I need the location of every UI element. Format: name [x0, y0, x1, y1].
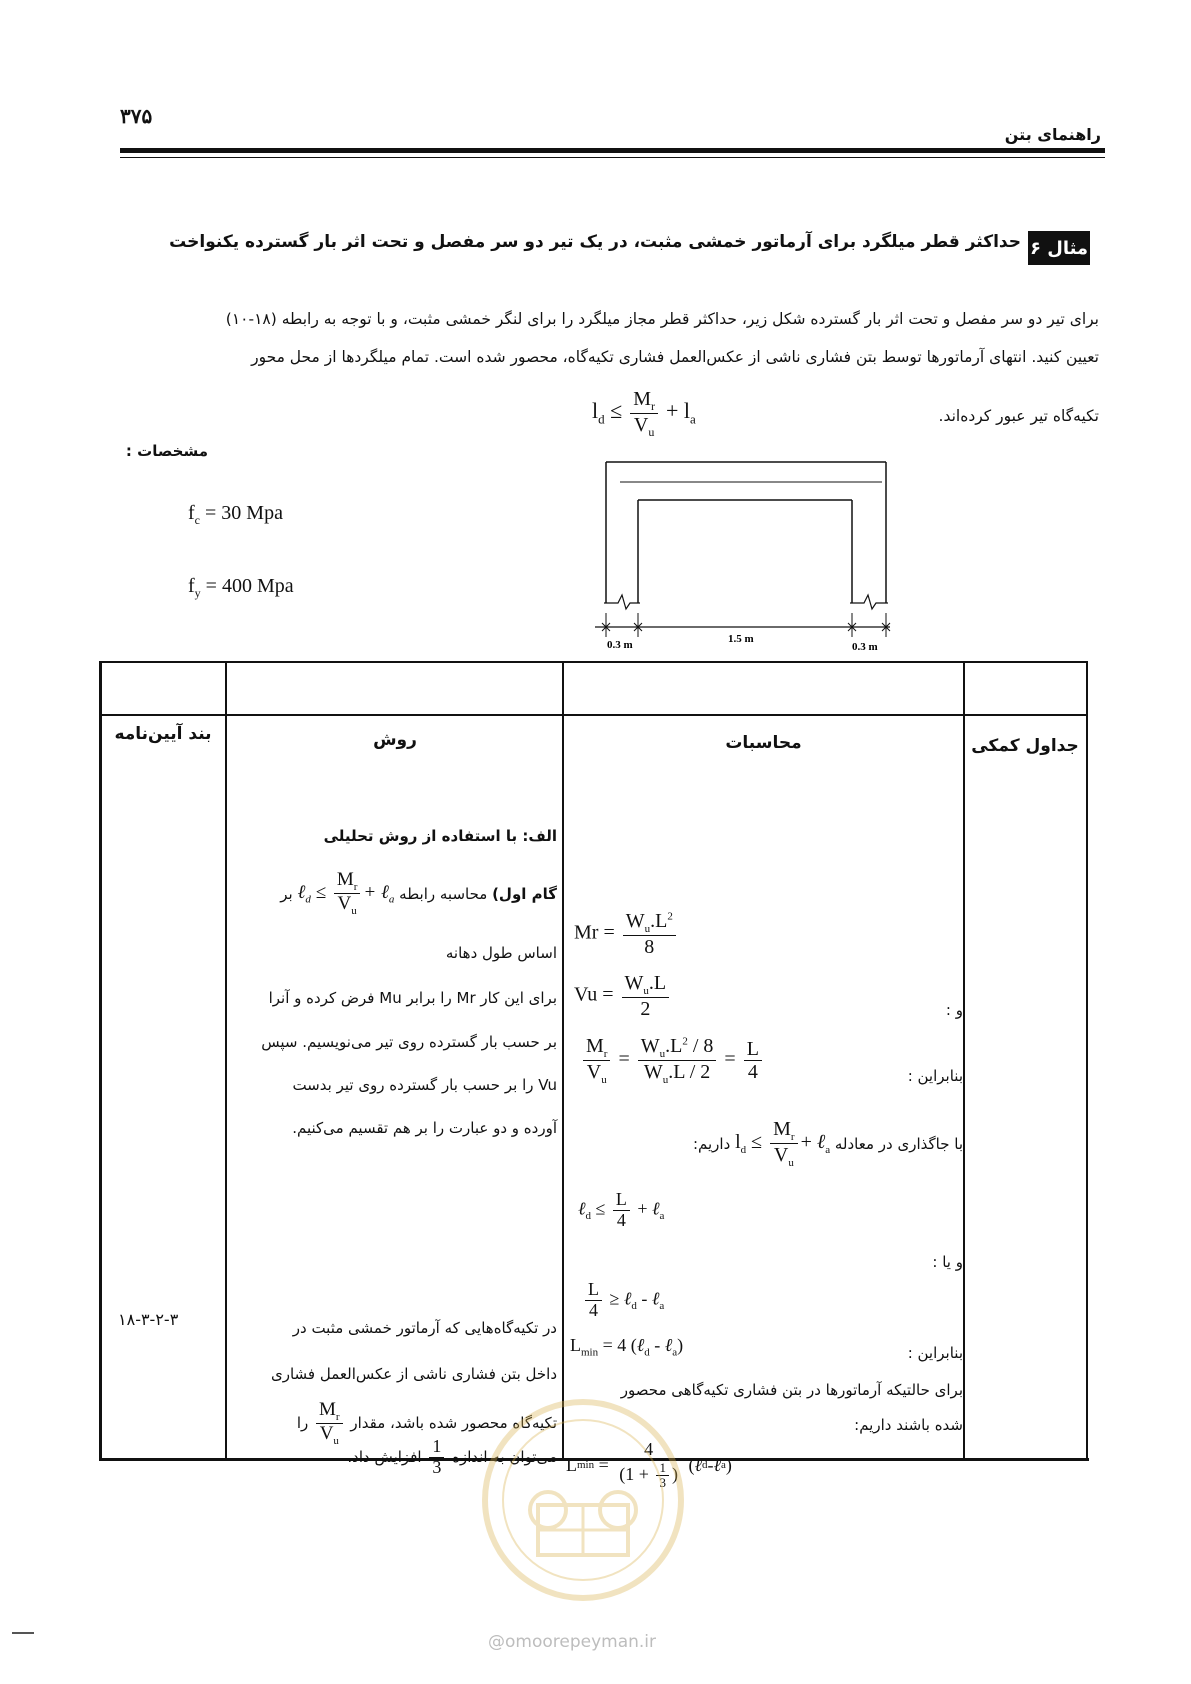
intro-line-3: تکیه‌گاه تیر عبور کرده‌اند. — [938, 407, 1099, 425]
left-break-symbol — [604, 595, 640, 609]
calc-vu: Vu = $\frac{W_u.L}{2}$ — [574, 972, 672, 1020]
method-step1: گام اول) محاسبه رابطه ℓ$_d$ ≤ $\frac{M_r}{V_u}$ + ℓ$_a$ بر — [280, 869, 557, 917]
calc-ratio: $\frac{M_r}{V_u}$ = $\frac{W_u.L^2 / 8}{W_u.L / 2}$ = $\frac{L}{4}$ — [580, 1035, 765, 1086]
example-title: حداکثر قطر میلگرد برای آرماتور خمشی مثبت، در یک تیر دو سر مفصل و تحت اثر بار گسترده یکنواخت — [169, 232, 1021, 252]
calc-therefore-1: بنابراین : — [907, 1067, 963, 1085]
dim-label-mid: 1.5 m — [728, 633, 754, 645]
header-clause: بند آیین‌نامه — [114, 724, 212, 744]
method-p2: بر حسب بار گسترده روی تیر می‌نویسیم. سپس — [261, 1033, 557, 1051]
watermark-seal — [478, 1395, 688, 1605]
calc-mr: Mr = $\frac{W_u.L^2}{8}$ — [574, 910, 679, 958]
dim-label-right: 0.3 m — [852, 641, 878, 653]
calc-ld-ineq: ℓ$_d$ ≤ $\frac{L}{4}$ + ℓ$_a$ — [578, 1189, 665, 1230]
method-q2: داخل بتن فشاری ناشی از عکس‌العمل فشاری — [270, 1365, 557, 1383]
method-q1: در تکیه‌گاه‌هایی که آرماتور خمشی مثبت در — [292, 1319, 557, 1337]
calc-case-l2: شده باشند داریم: — [854, 1416, 963, 1434]
example-badge — [1028, 231, 1090, 265]
method-q3: تکیه‌گاه محصور شده باشد، مقدار $\frac{M_r}{V_u}$ را — [296, 1399, 557, 1447]
intro-line-2: تعیین کنید. انتهای آرماتورها توسط بتن فشاری ناشی از عکس‌العمل فشاری تکیه‌گاه، محصور شده است. تمام میلگردها از محل محور — [251, 348, 1099, 366]
intro-line-1: برای تیر دو سر مفصل و تحت اثر بار گسترده شکل زیر، حداکثر قطر مجاز میلگرد را برای لنگر خمشی مثبت، و با توجه به رابطه (۱۸-۱۰) — [225, 310, 1099, 328]
method-p4: آورده و دو عبارت را بر هم تقسیم می‌کنیم. — [292, 1119, 557, 1137]
margin-mark — [12, 1632, 34, 1634]
calc-and: و : — [945, 1001, 963, 1019]
clause-ref: ۱۸-۳-۲-۳ — [118, 1310, 179, 1329]
calc-l-ineq: $\frac{L}{4}$ ≥ ℓ$_d$ - ℓ$_a$ — [582, 1280, 664, 1321]
header-aux: جداول کمکی — [971, 736, 1079, 756]
dim-label-left: 0.3 m — [607, 639, 633, 651]
header-rule-thick — [120, 148, 1105, 153]
header-calc: محاسبات — [725, 733, 802, 753]
beam-figure — [590, 455, 900, 660]
calc-substitute: با جاگذاری در معادله $l_d$ ≤ $\frac{M_r}{V_u}$ + ℓ$_a$ داریم: — [692, 1118, 963, 1170]
method-q4: می‌توان به اندازه $\frac{1}{3}$ افزایش داد. — [347, 1436, 557, 1477]
method-p1: برای این کار Mr را برابر Mu فرض کرده و آنرا — [268, 989, 557, 1007]
calc-case-l1: برای حالتیکه آرماتورها در بتن فشاری تکیه‌گاهی محصور — [620, 1381, 963, 1399]
intro-formula: $l_d$ ≤ $\frac{M_r}{V_u}$ + $l_a$ — [592, 388, 696, 440]
spec-fc: $f_c = 30$ Mpa — [188, 502, 283, 527]
calc-therefore-2: بنابراین : — [907, 1344, 963, 1362]
method-p3: Vu را بر حسب بار گسترده روی تیر بدست — [292, 1076, 557, 1094]
page-number: ۳۷۵ — [120, 106, 153, 128]
calc-lmin-2: L min = 4 (1 + $\frac{1}{3}$ ) ( ℓ d - ℓ a ) — [566, 1439, 732, 1491]
specs-label: مشخصات : — [125, 442, 208, 460]
header-method: روش — [373, 730, 417, 750]
example-badge-label: مثال ۶ — [1029, 237, 1089, 259]
spec-fy: $f_y = 400$ Mpa — [188, 575, 294, 600]
calc-or: و یا : — [932, 1253, 963, 1271]
book-title: راهنمای بتن — [1004, 125, 1101, 144]
watermark-site: @omoorepeyman.ir — [488, 1632, 657, 1652]
header-rule-thin — [120, 157, 1105, 158]
method-step1-line2: اساس طول دهانه — [445, 944, 557, 962]
calc-lmin-1: $L_{min} = 4$ (ℓ$_d$ - ℓ$_a$) — [570, 1335, 684, 1359]
method-heading: الف: با استفاده از روش تحلیلی — [323, 827, 557, 845]
right-break-symbol — [850, 595, 888, 609]
